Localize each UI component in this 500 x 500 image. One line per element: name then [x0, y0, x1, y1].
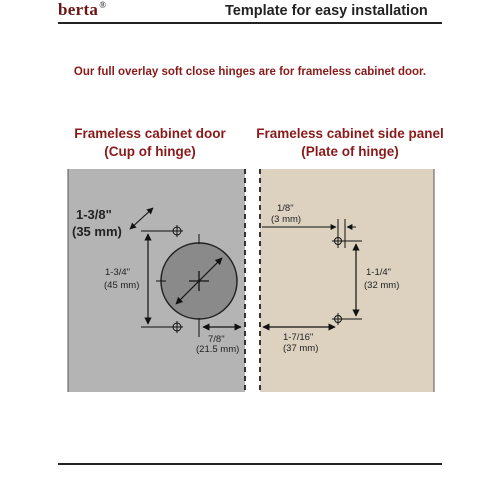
edge-offset-imperial: 7/8": [208, 334, 225, 345]
registered-mark: ®: [99, 0, 107, 10]
cup-diameter-imperial: 1-3/8": [76, 207, 112, 222]
side-title-line2: (Plate of hinge): [301, 144, 399, 159]
panel-hole-spacing-metric: (32 mm): [364, 280, 400, 291]
page-title: Template for easy installation: [225, 3, 428, 19]
edge-distance-imperial: 1-7/16": [283, 332, 314, 343]
logo-wordmark: berta: [58, 0, 99, 19]
door-title-line1: Frameless cabinet door: [74, 126, 226, 141]
door-title-line2: (Cup of hinge): [104, 144, 196, 159]
edge-offset-metric: (21.5 mm): [196, 344, 240, 355]
footer-divider: [58, 463, 442, 465]
cup-diameter-metric: (35 mm): [72, 224, 122, 239]
notice-text: Our full overlay soft close hinges are for frameless cabinet door.: [73, 66, 427, 78]
hole-offset-imperial: 1/8": [277, 203, 294, 214]
hole-spacing-imperial: 1-3/4": [105, 267, 131, 278]
hole-offset-metric: (3 mm): [271, 214, 302, 225]
side-title-line1: Frameless cabinet side panel: [256, 126, 444, 141]
panel-hole-spacing-imperial: 1-1/4": [366, 267, 392, 278]
hole-spacing-metric: (45 mm): [104, 280, 140, 291]
edge-distance-metric: (37 mm): [283, 343, 319, 354]
